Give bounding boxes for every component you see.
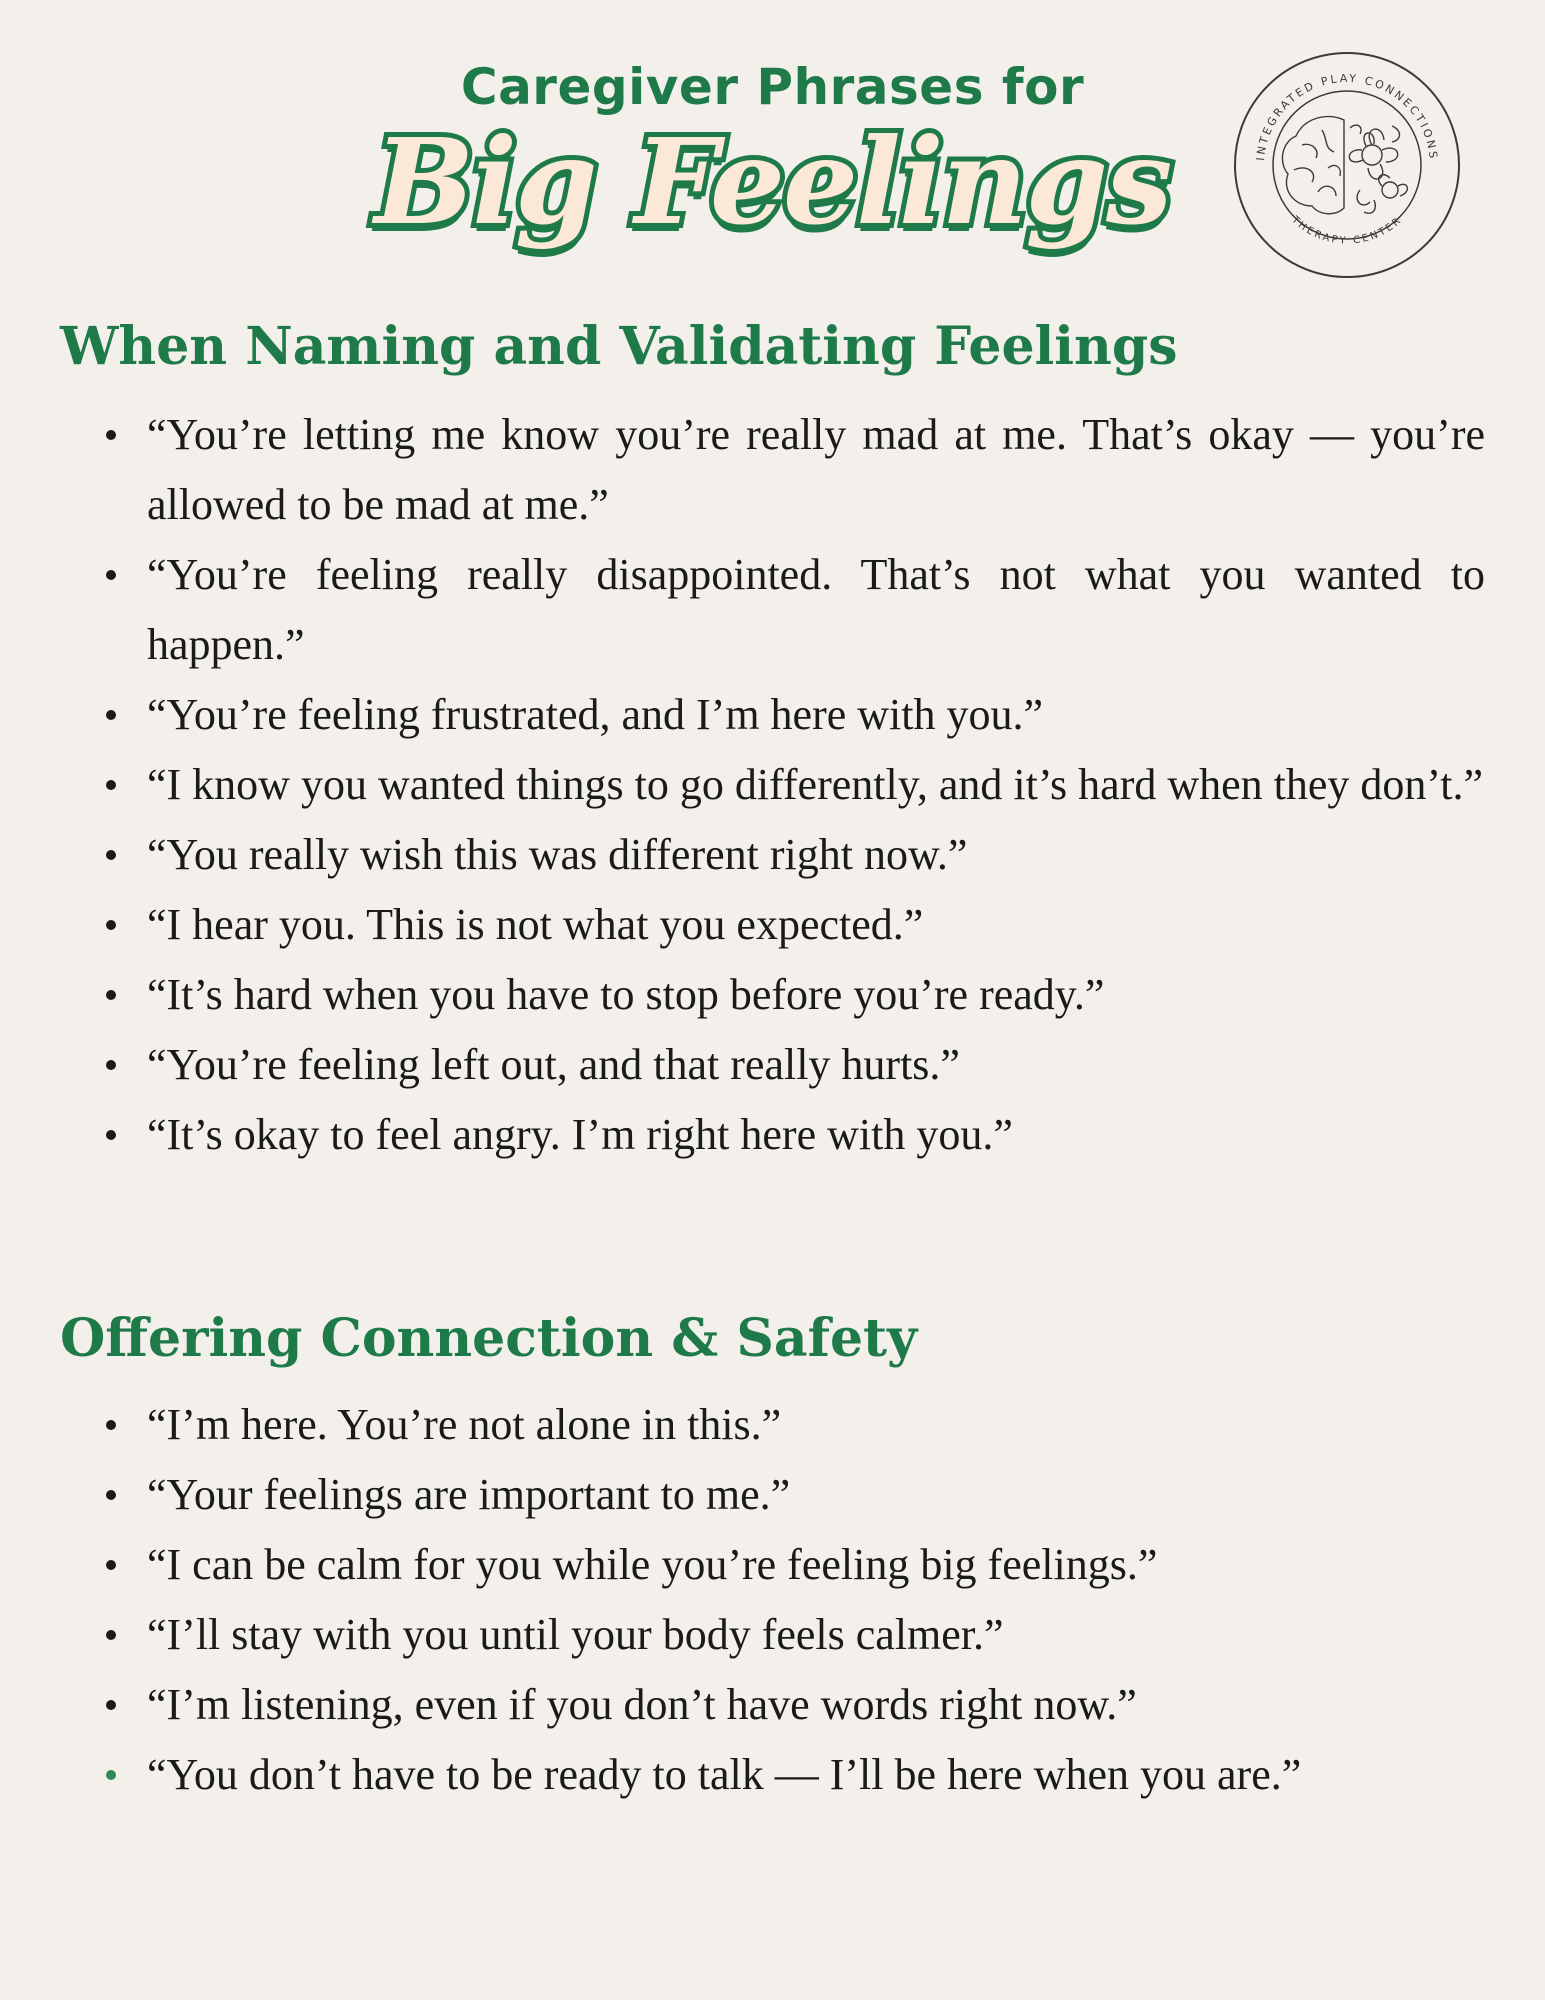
bullet-icon [106,1420,116,1430]
bullet-icon [106,850,116,860]
list-item [0,960,1545,1030]
bullet-icon [106,1130,116,1140]
phrase-text: “It’s okay to feel angry. I’m right here with you.” [147,1110,1013,1159]
phrase-text: “I’m here. You’re not alone in this.” [147,1400,782,1449]
phrase-text: “I’m listening, even if you don’t have words right now.” [147,1680,1137,1729]
list-item [0,820,1545,890]
svg-text:THERAPY CENTER [1289,214,1405,247]
phrase-text: “I’ll stay with you until your body feels calmer.” [147,1610,1004,1659]
phrase-text: “I hear you. This is not what you expected.” [147,900,924,949]
list-item [0,1670,1545,1740]
bullet-icon [106,1700,116,1710]
phrase-text: “You’re feeling left out, and that really hurts.” [147,1040,960,1089]
list-item [0,890,1545,960]
list-item [0,750,1545,820]
phrase-list-naming-validating [0,400,1545,1170]
phrase-text: “You really wish this was different right now.” [147,830,968,879]
phrase-text: “You’re letting me know you’re really mad at me. That’s okay — you’re allowed to be mad at me.” [147,410,1485,529]
bullet-icon [106,780,116,790]
list-item [0,1740,1545,1810]
bullet-icon [106,920,116,930]
list-item [0,1100,1545,1170]
list-item [0,400,1545,540]
title-line-2: Big Feelings [374,112,1171,251]
phrase-text: “You’re feeling really disappointed. That’s not what you wanted to happen.” [147,550,1485,669]
phrase-text: “I know you wanted things to go differently, and it’s hard when they don’t.” [147,760,1484,809]
phrase-text: “You’re feeling frustrated, and I’m here with you.” [147,690,1044,739]
phrase-text: “Your feelings are important to me.” [147,1470,791,1519]
phrase-text: “You don’t have to be ready to talk — I’ll be here when you are.” [147,1750,1302,1799]
section-heading-naming-validating: When Naming and Validating Feelings [60,316,1178,377]
bullet-icon [106,990,116,1000]
list-item [0,680,1545,750]
bullet-icon [106,1060,116,1070]
bullet-icon [106,1560,116,1570]
phrase-text: “I can be calm for you while you’re feeling big feelings.” [147,1540,1158,1589]
bullet-icon [106,430,116,440]
list-item [0,1530,1545,1600]
logo-text-bottom: THERAPY CENTER [1289,214,1405,247]
phrase-list-connection-safety [0,1390,1545,1810]
svg-text:INTEGRATED PLAY CONNECTIONS [1254,72,1440,161]
list-item [0,1600,1545,1670]
bullet-icon [106,1490,116,1500]
section-heading-connection-safety: Offering Connection & Safety [60,1308,918,1369]
title-line-1: Caregiver Phrases for [460,58,1085,116]
list-item [0,540,1545,680]
brain-flower-logo [1232,50,1462,280]
list-item [0,1030,1545,1100]
bullet-icon [106,1770,116,1780]
bullet-icon [106,1630,116,1640]
logo-text-top: INTEGRATED PLAY CONNECTIONS [1254,71,1440,162]
bullet-icon [106,710,116,720]
phrase-text: “It’s hard when you have to stop before you’re ready.” [147,970,1105,1019]
list-item [0,1390,1545,1460]
bullet-icon [106,570,116,580]
list-item [0,1460,1545,1530]
